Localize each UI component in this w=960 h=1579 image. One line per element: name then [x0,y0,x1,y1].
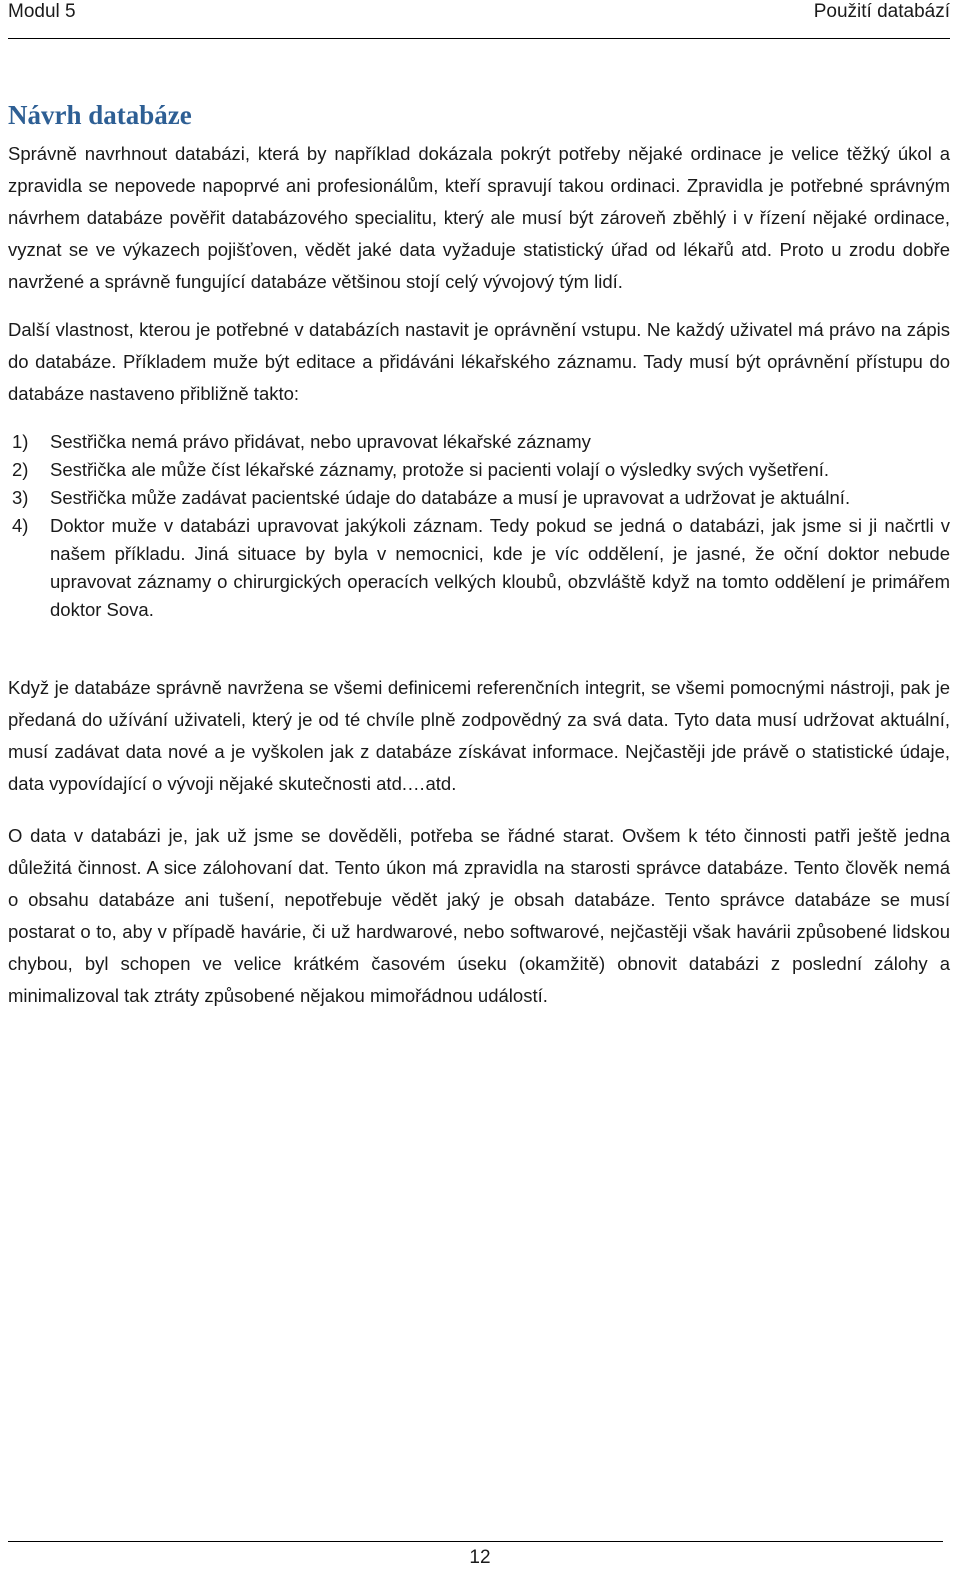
list-item-number: 1) [12,431,29,452]
list-item [8,428,950,456]
list-item [8,484,950,512]
footer-divider [8,1541,943,1542]
list-item-text: Sestřička může zadávat pacientské údaje do databáze a musí je upravovat a udržovat je aktuální. [50,487,851,508]
header-module: Modul 5 [8,1,76,22]
header-title: Použití databází [813,1,950,22]
list-item-text: Sestřička nemá právo přidávat, nebo upravovat lékařské záznamy [50,431,591,452]
list-item-text: Doktor muže v databázi upravovat jakýkoli záznam. Tedy pokud se jedná o databázi, jak jsme si ji načrtli v našem příkladu. Jiná situace by byla v nemocnici, kde je víc oddělení, je jasné, že oční doktor nebude upravovat záznamy o chirurgických operacích velkých kloubů, obzvláště když na tomto oddělení je primářem doktor Sova. [50,515,950,620]
list-item-number: 2) [12,459,29,480]
page-number: 12 [469,1547,491,1568]
list-item-number: 4) [12,515,29,536]
list-item [8,512,950,624]
permissions-list [8,428,950,624]
paragraph-backup: O data v databázi je, jak už jsme se dověděli, potřeba se řádné starat. Ovšem k této činnosti patři ještě jedna důležitá činnost. A sice zálohovaní dat. Tento úkon má zpravidla na starosti správce databáze. Tento člověk nemá o obsahu databáze ani tušení, nepotřebuje vědět jaký je obsah databáze. Tento správce databáze se musí postarat o to, aby v případě havárie, či už hardwarové, nebo softwarové, nejčastěji však havárii způsobené lidskou chybou, byl schopen ve velice krátkém časovém úseku (okamžitě) obnovit databázi z poslední zálohy a minimalizoval tak ztráty způsobené nějakou mimořádnou událostí. [8,825,950,1006]
paragraph-deployment: Když je databáze správně navržena se všemi definicemi referenčních integrit, se všemi pomocnými nástroji, pak je předaná do užívání uživateli, který je od té chvíle plně zodpovědný za svá data. Tyto data musí udržovat aktuální, musí zadávat data nové a je vyškolen jak z databáze získávat informace. Nejčastěji jde právě o statistické údaje, data vypovídající o vývoji nějaké skutečnosti atd.…atd. [8,677,950,794]
list-item-text: Sestřička ale může číst lékařské záznamy, protože si pacienti volají o výsledky svých vyšetření. [50,459,830,480]
page-header [8,0,950,39]
paragraph-access-rights: Další vlastnost, kterou je potřebné v databázích nastavit je oprávnění vstupu. Ne každý uživatel má právo na zápis do databáze. Příkladem muže být editace a přidáváni lékařského záznamu. Tady musí být oprávnění přístupu do databáze nastaveno přibližně takto: [8,319,950,404]
list-item-number: 3) [12,487,29,508]
section-heading: Návrh databáze [8,100,192,130]
main-content [8,138,950,1012]
paragraph-design: Správně navrhnout databázi, která by například dokázala pokrýt potřeby nějaké ordinace je velice těžký úkol a zpravidla se nepovede napoprvé ani profesionálům, kteří spravují takou ordinaci. Zpravidla je potřebné správným návrhem databáze pověřit databázového specialitu, který ale musí být zároveň zběhlý i v řízení nějaké ordinace, vyznat se ve výkazech pojišťoven, vědět jaké data vyžaduje statistický úřad od lékařů atd. Proto u zrodu dobře navržené a správně fungující databáze většinou stojí celý vývojový tým lidí. [8,143,950,292]
list-item [8,456,950,484]
